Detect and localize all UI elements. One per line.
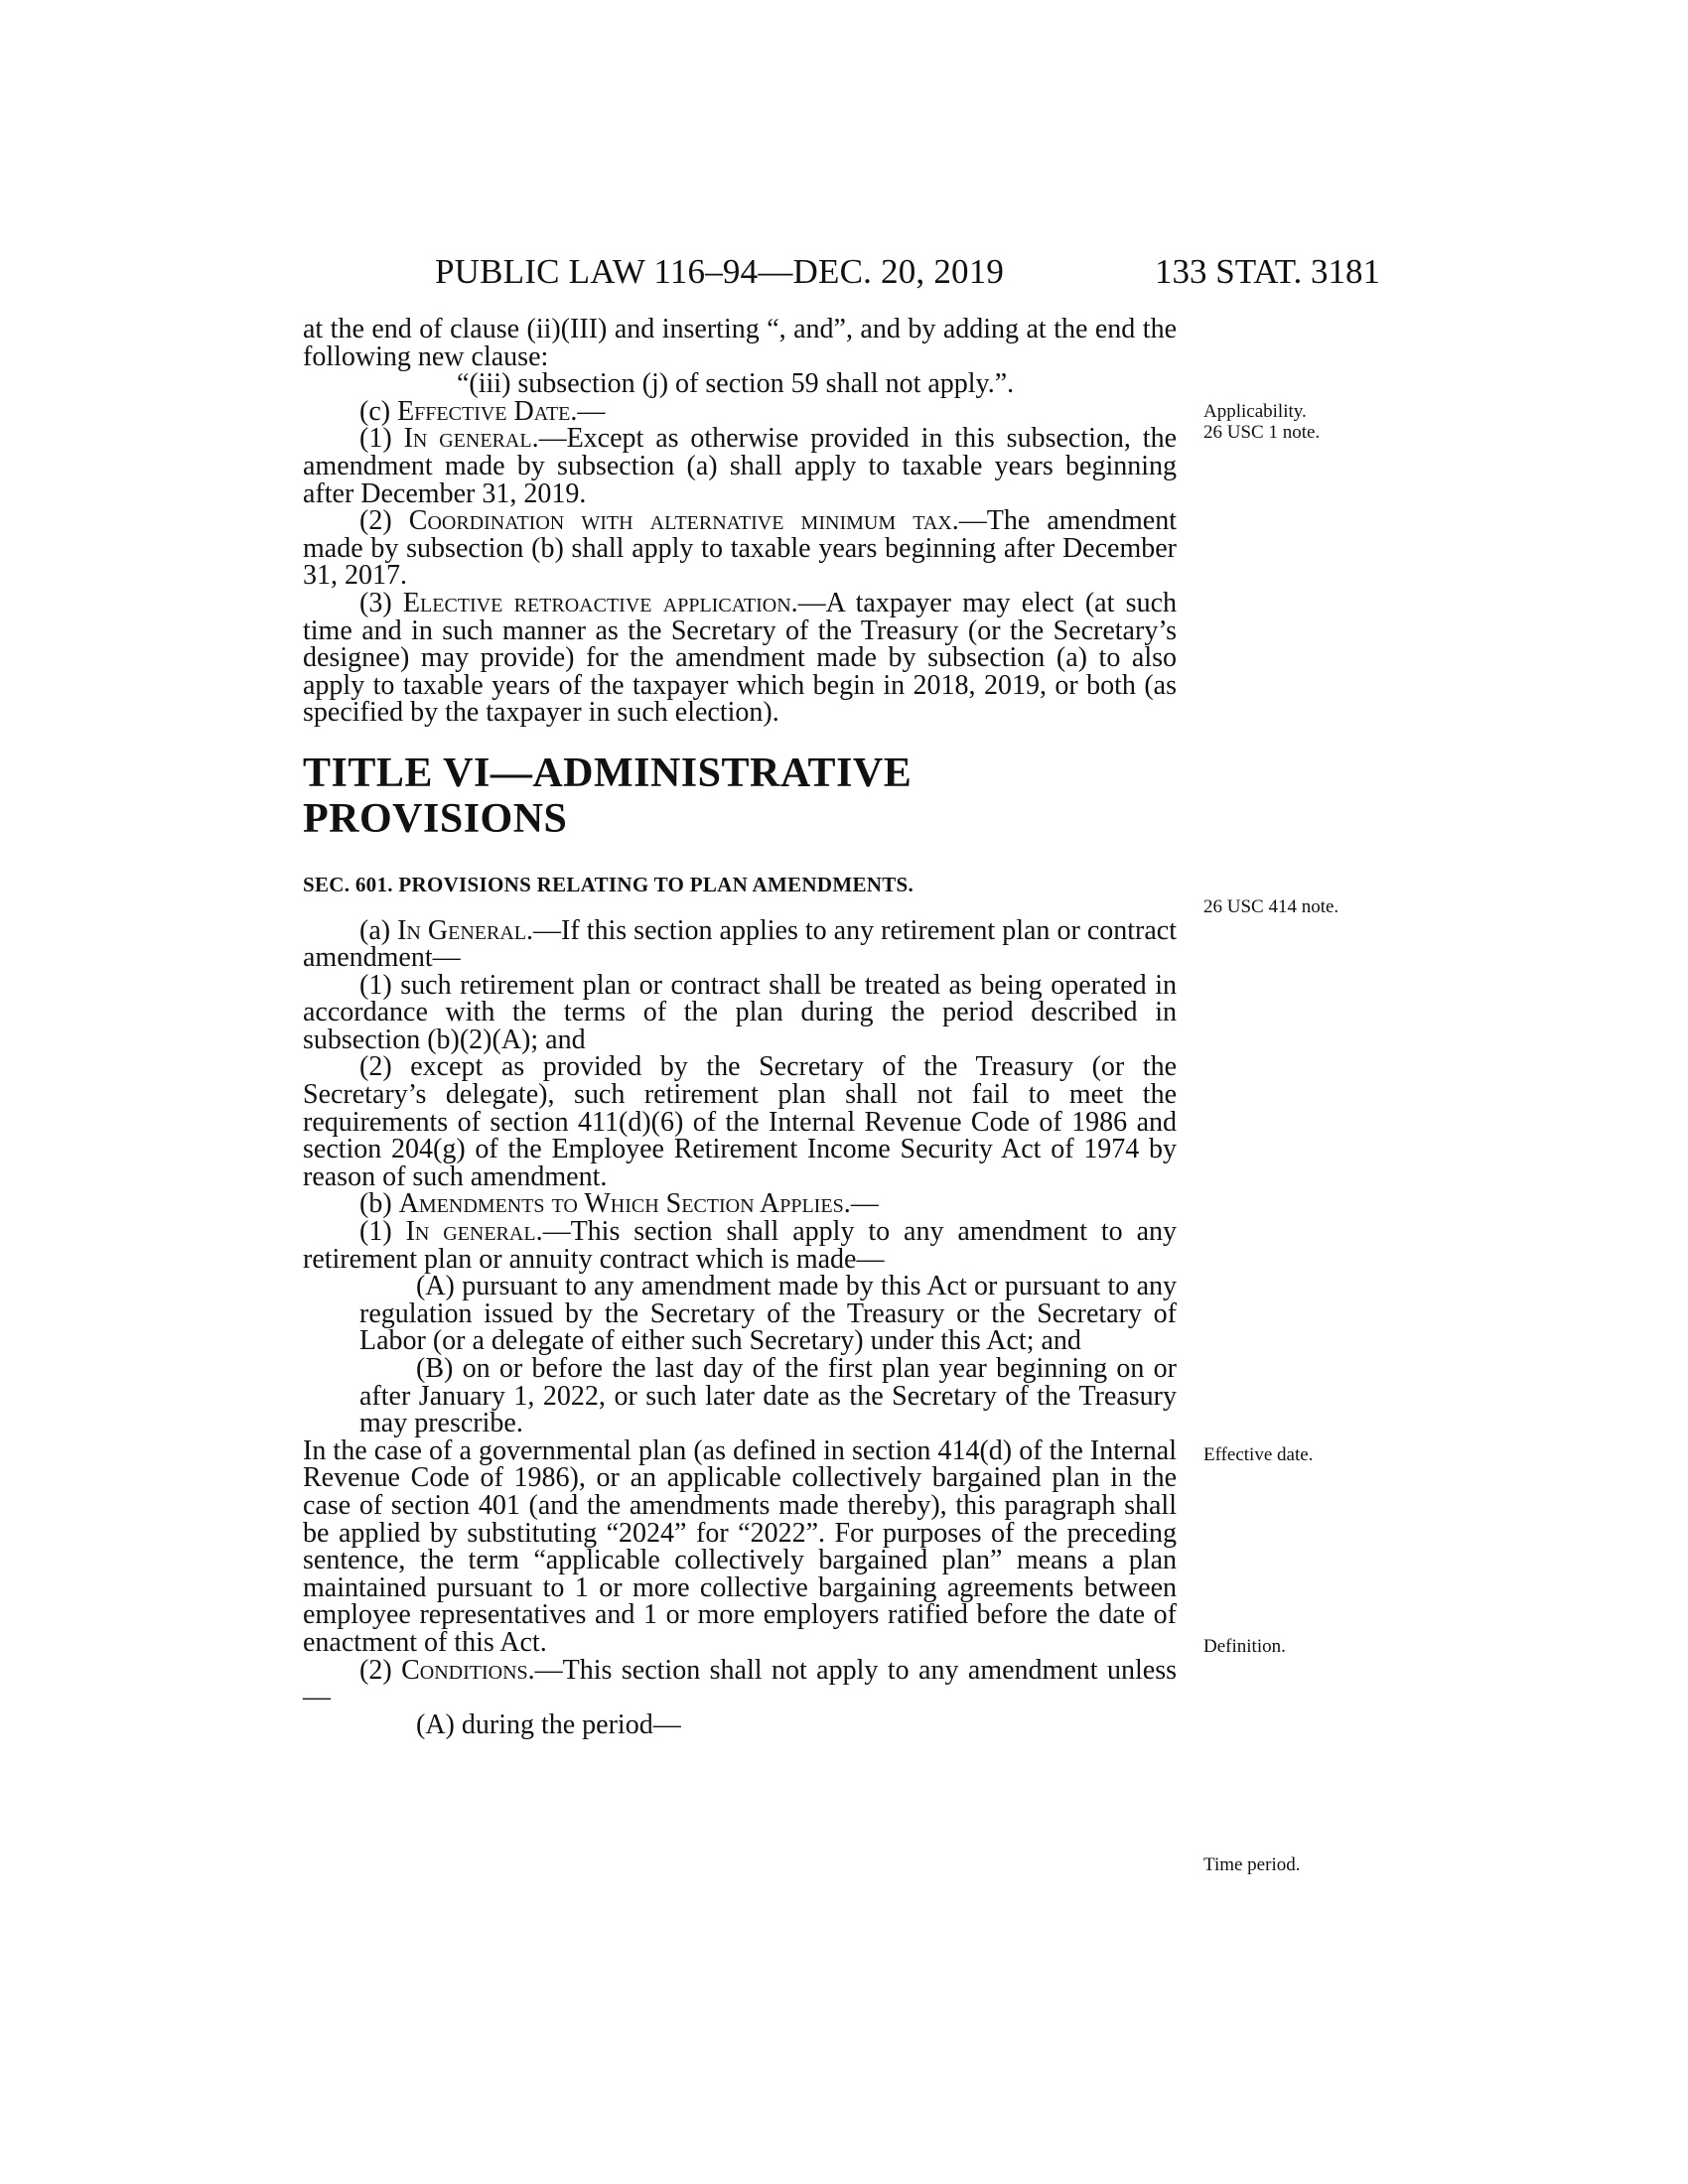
paragraph-a2: (2) except as provided by the Secretary of the Treasury (or the Secretary’s delegate), such retirement plan shall not fail to meet the requirements of section 411(d)(6) of the Internal Revenue Code of 1986 and section 204(g) of the Employee Retirement Income Security Act of 1974 by reason of such amendment. [303,1051,1177,1192]
paragraph-c2-title: Coordination with alternative minimum tax [408,505,952,537]
statute-body [303,316,1177,1738]
paragraph-b1-flush-text: In the case of a governmental plan (as defined in section 414(d) of the Internal Revenue Code of 1986), or an applicable collectively bargained plan in the case of section 401 (and the amendments made thereby), this paragraph shall be applied by substituting “2024” for “2022”. For purposes of the preceding sentence, the term “applicable collectively bargained plan” means a plan maintained pursuant to 1 or more collective bargaining agreements between employee representatives and 1 or more employers ratified before the date of enactment of this Act. [303,1434,1177,1658]
paragraph-continuation: at the end of clause (ii)(III) and inserting “, and”, and by adding at the end the following new clause: [303,314,1177,372]
paragraph-b2-number: (2) [359,1654,402,1686]
running-header-title: PUBLIC LAW 116–94—DEC. 20, 2019 [435,252,1005,291]
subparagraph-b1-B: (B) on or before the last day of the first plan year beginning on or after January 1, 2022, or such later date as the Secretary of the Treasury may prescribe. [359,1353,1177,1439]
subsection-b-heading [303,1190,1177,1218]
paragraph-c3-number: (3) [359,587,403,618]
margin-note-definition: Definition. [1203,1636,1286,1657]
subsection-c-heading [303,395,1177,427]
subsection-a-title: In General [397,914,527,946]
paragraph-b2 [303,1654,1177,1713]
paragraph-c1-title: In general [403,423,532,455]
paragraph-b1-text: .—This section shall apply to any amendment to any retirement plan or annuity contract which is made— [303,1216,1178,1275]
paragraph-c3 [303,587,1177,729]
paragraph-b1 [246,1218,1177,1273]
subsection-a-number: (a) [359,914,398,946]
section-601-heading: SEC. 601. PROVISIONS RELATING TO PLAN AMENDMENTS. [303,872,914,896]
subsection-a-text: .—If this section applies to any retirement plan or contract amendment— [303,914,1177,974]
subsection-b-dash: .— [843,1188,879,1220]
paragraph-c1-text: .—Except as otherwise provided in this subsection, the amendment made by subsection (a) shall apply to taxable years beginning after December 31, 2019. [303,423,1177,509]
paragraph-c2-text: .—The amendment made by subsection (b) shall apply to taxable years beginning after December 31, 2017. [303,505,1178,592]
title-heading-line-2: PROVISIONS [303,795,568,842]
subsection-b-title: Amendments to Which Section Applies [398,1188,844,1220]
paragraph-c1-number: (1) [359,423,404,455]
paragraph-c3-title: Elective retroactive application [402,587,791,618]
paragraph-b1-title: In general [405,1216,536,1248]
paragraph-b1-number: (1) [359,1216,406,1248]
margin-note-26-usc-414-note: 26 USC 414 note. [1203,896,1339,917]
margin-note-time-period: Time period. [1203,1854,1301,1875]
subparagraph-b1-A: (A) pursuant to any amendment made by this Act or pursuant to any regulation issued by the Secretary of the Treasury or the Secretary of Labor (or a delegate of either such Secretary) under this Act; and [359,1271,1177,1357]
quoted-clause-iii: “(iii) subsection (j) of section 59 shall not apply.”. [457,368,1015,400]
paragraph-a1: (1) such retirement plan or contract shall be treated as being operated in accordance with the terms of the plan during the period described in subsection (b)(2)(A); and [303,969,1177,1055]
margin-note-26-usc-1-note: 26 USC 1 note. [1203,422,1321,443]
subsection-a [303,914,1177,974]
paragraph-c1 [303,425,1177,507]
subsection-b-number: (b) [359,1188,399,1220]
title-heading-line-1: TITLE VI—ADMINISTRATIVE [303,750,913,796]
subsection-c-title: Effective Date [397,395,571,427]
paragraph-c3-text: .—A taxpayer may elect (at such time and in such manner as the Secretary of the Treasury (or the Secretary’s designee) may provide) for the amendment made by subsection (a) to also apply to taxable years of the taxpayer which begin in 2018, 2019, or both (as specified by the taxpayer in such election). [303,587,1177,729]
running-header-stat-page: 133 STAT. 3181 [1155,252,1380,291]
margin-note-applicability: Applicability. [1203,401,1307,422]
paragraph-c2 [303,507,1177,590]
subsection-c-number: (c) [359,395,398,427]
paragraph-c2-number: (2) [359,505,409,537]
subparagraph-b2-A: (A) during the period— [416,1708,681,1740]
margin-note-effective-date: Effective date. [1203,1444,1314,1465]
paragraph-b2-title: Conditions [401,1654,528,1686]
title-heading [303,751,1177,842]
paragraph-b2-text: .—This section shall not apply to any amendment unless— [303,1654,1177,1713]
subsection-c-dash: .— [570,395,606,427]
